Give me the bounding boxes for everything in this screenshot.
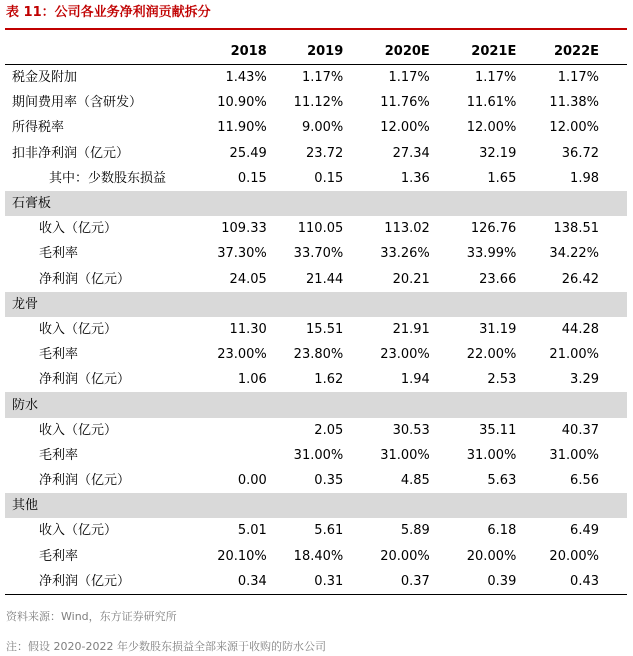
financial-table bbox=[5, 39, 627, 595]
row-label: 收入（亿元） bbox=[39, 321, 118, 337]
value-cell: 10.90% bbox=[217, 95, 267, 111]
value-cell: 12.00% bbox=[466, 120, 517, 136]
value-cell: 0.39 bbox=[446, 569, 533, 595]
section-empty-cell bbox=[206, 191, 282, 216]
row-label: 期间费用率（含研发） bbox=[12, 95, 143, 111]
value-cell: 6.18 bbox=[487, 523, 517, 539]
section-empty-cell bbox=[283, 191, 359, 216]
column-header: 2019 bbox=[283, 39, 359, 65]
value-cell: 1.06 bbox=[237, 372, 267, 388]
table-row bbox=[5, 115, 627, 140]
value-cell: 25.49 bbox=[229, 145, 267, 161]
value-cell: 18.40% bbox=[293, 548, 344, 564]
value-cell: 26.42 bbox=[561, 271, 599, 287]
row-label: 扣非净利润（亿元） bbox=[12, 145, 130, 161]
value-cell: 2.05 bbox=[314, 422, 344, 438]
value-cell: 4.85 bbox=[400, 473, 430, 489]
section-label: 石膏板 bbox=[5, 191, 206, 216]
table-row bbox=[5, 267, 627, 292]
table-row bbox=[5, 569, 627, 595]
row-label: 毛利率 bbox=[39, 347, 79, 363]
row-label: 净利润（亿元） bbox=[39, 372, 131, 388]
value-cell: 27.34 bbox=[392, 145, 430, 161]
section-empty-cell bbox=[532, 292, 627, 317]
value-cell: 109.33 bbox=[221, 221, 267, 237]
row-label: 税金及附加 bbox=[12, 70, 78, 86]
value-cell: 0.34 bbox=[206, 569, 282, 595]
section-empty-cell bbox=[532, 392, 627, 417]
value-cell: 20.00% bbox=[380, 548, 430, 564]
table-title: 表 11：公司各业务净利润贡献拆分 bbox=[6, 5, 211, 20]
value-cell: 37.30% bbox=[217, 246, 267, 262]
row-label: 收入（亿元） bbox=[39, 422, 118, 438]
table-row bbox=[5, 367, 627, 392]
value-cell: 12.00% bbox=[380, 120, 430, 136]
value-cell: 24.05 bbox=[229, 271, 267, 287]
section-empty-cell bbox=[283, 292, 359, 317]
table-row bbox=[5, 241, 627, 266]
value-cell: 31.19 bbox=[479, 321, 517, 337]
value-cell: 1.98 bbox=[570, 170, 599, 186]
section-empty-cell bbox=[206, 392, 282, 417]
value-cell: 0.00 bbox=[237, 473, 267, 489]
section-label: 防水 bbox=[5, 392, 206, 417]
section-label: 龙骨 bbox=[5, 292, 206, 317]
value-cell: 23.80% bbox=[293, 347, 344, 363]
table-header-row bbox=[5, 39, 627, 65]
value-cell bbox=[206, 443, 282, 468]
value-cell: 126.76 bbox=[470, 221, 517, 237]
table-row bbox=[5, 468, 627, 493]
table-row bbox=[5, 418, 627, 443]
value-cell: 21.91 bbox=[392, 321, 430, 337]
section-label: 其他 bbox=[5, 493, 206, 518]
value-cell: 5.01 bbox=[237, 523, 267, 539]
value-cell: 40.37 bbox=[561, 422, 599, 438]
row-label: 毛利率 bbox=[39, 246, 79, 262]
row-label: 毛利率 bbox=[39, 548, 79, 564]
value-cell: 11.76% bbox=[380, 95, 430, 111]
footnote: 注：假设 2020-2022 年少数股东损益全部来源于收购的防水公司 bbox=[6, 640, 326, 653]
row-label: 净利润（亿元） bbox=[39, 473, 131, 489]
value-cell: 23.66 bbox=[479, 271, 517, 287]
value-cell: 21.44 bbox=[306, 271, 344, 287]
table-row bbox=[5, 90, 627, 115]
row-label: 所得税率 bbox=[12, 120, 65, 136]
value-cell: 113.02 bbox=[384, 221, 430, 237]
value-cell: 35.11 bbox=[479, 422, 517, 438]
section-row bbox=[5, 191, 627, 216]
section-empty-cell bbox=[446, 292, 533, 317]
section-row bbox=[5, 392, 627, 417]
value-cell: 1.17% bbox=[388, 70, 430, 86]
value-cell: 30.53 bbox=[392, 422, 430, 438]
value-cell: 1.36 bbox=[400, 170, 430, 186]
value-cell: 11.12% bbox=[293, 95, 344, 111]
value-cell: 11.90% bbox=[217, 120, 267, 136]
value-cell: 6.49 bbox=[570, 523, 599, 539]
value-cell: 2.53 bbox=[487, 372, 517, 388]
value-cell: 110.05 bbox=[297, 221, 344, 237]
row-label: 净利润（亿元） bbox=[5, 569, 206, 595]
column-header: 2020E bbox=[359, 39, 446, 65]
column-header: 2022E bbox=[532, 39, 627, 65]
section-empty-cell bbox=[283, 392, 359, 417]
row-label: 毛利率 bbox=[39, 447, 79, 463]
value-cell: 1.62 bbox=[314, 372, 344, 388]
value-cell: 0.37 bbox=[359, 569, 446, 595]
value-cell: 1.94 bbox=[400, 372, 430, 388]
value-cell: 20.00% bbox=[466, 548, 517, 564]
value-cell: 5.89 bbox=[400, 523, 430, 539]
section-empty-cell bbox=[532, 191, 627, 216]
section-empty-cell bbox=[206, 292, 282, 317]
header-label-cell bbox=[5, 39, 206, 65]
value-cell: 32.19 bbox=[479, 145, 517, 161]
value-cell: 31.00% bbox=[293, 447, 344, 463]
table-row bbox=[5, 342, 627, 367]
table-row bbox=[5, 65, 627, 91]
table-row bbox=[5, 518, 627, 543]
value-cell: 22.00% bbox=[466, 347, 517, 363]
value-cell: 23.00% bbox=[380, 347, 430, 363]
section-row bbox=[5, 493, 627, 518]
section-empty-cell bbox=[359, 493, 446, 518]
value-cell: 20.10% bbox=[217, 548, 267, 564]
value-cell: 5.61 bbox=[314, 523, 344, 539]
value-cell: 33.26% bbox=[380, 246, 430, 262]
value-cell: 31.00% bbox=[380, 447, 430, 463]
table-row bbox=[5, 141, 627, 166]
table-row bbox=[5, 216, 627, 241]
table-body bbox=[5, 65, 627, 595]
value-cell: 1.17% bbox=[301, 70, 344, 86]
value-cell: 21.00% bbox=[549, 347, 599, 363]
value-cell: 31.00% bbox=[466, 447, 517, 463]
section-empty-cell bbox=[206, 493, 282, 518]
value-cell: 0.31 bbox=[283, 569, 359, 595]
row-label: 净利润（亿元） bbox=[39, 271, 131, 287]
value-cell: 0.35 bbox=[314, 473, 344, 489]
section-empty-cell bbox=[359, 292, 446, 317]
section-empty-cell bbox=[446, 191, 533, 216]
section-empty-cell bbox=[283, 493, 359, 518]
value-cell: 20.00% bbox=[549, 548, 599, 564]
value-cell: 5.63 bbox=[487, 473, 517, 489]
value-cell: 1.17% bbox=[557, 70, 599, 86]
value-cell bbox=[206, 418, 282, 443]
value-cell: 33.70% bbox=[293, 246, 344, 262]
column-header: 2018 bbox=[206, 39, 282, 65]
table-row bbox=[5, 166, 627, 191]
value-cell: 11.30 bbox=[229, 321, 267, 337]
section-empty-cell bbox=[446, 392, 533, 417]
value-cell: 36.72 bbox=[561, 145, 599, 161]
value-cell: 20.21 bbox=[392, 271, 430, 287]
value-cell: 33.99% bbox=[466, 246, 517, 262]
source-note: 资料来源：Wind，东方证券研究所 bbox=[6, 610, 177, 623]
section-row bbox=[5, 292, 627, 317]
value-cell: 1.17% bbox=[475, 70, 517, 86]
table-row bbox=[5, 317, 627, 342]
value-cell: 11.61% bbox=[466, 95, 517, 111]
value-cell: 44.28 bbox=[561, 321, 599, 337]
value-cell: 23.72 bbox=[306, 145, 344, 161]
value-cell: 138.51 bbox=[553, 221, 599, 237]
row-label: 其中：少数股东损益 bbox=[49, 170, 167, 186]
value-cell: 9.00% bbox=[301, 120, 344, 136]
value-cell: 0.15 bbox=[237, 170, 267, 186]
section-empty-cell bbox=[359, 191, 446, 216]
value-cell: 0.43 bbox=[532, 569, 627, 595]
column-header: 2021E bbox=[446, 39, 533, 65]
value-cell: 1.43% bbox=[225, 70, 267, 86]
section-empty-cell bbox=[532, 493, 627, 518]
value-cell: 15.51 bbox=[306, 321, 344, 337]
section-empty-cell bbox=[359, 392, 446, 417]
section-empty-cell bbox=[446, 493, 533, 518]
value-cell: 34.22% bbox=[549, 246, 599, 262]
row-label: 收入（亿元） bbox=[39, 523, 118, 539]
table-row bbox=[5, 544, 627, 569]
value-cell: 12.00% bbox=[549, 120, 599, 136]
value-cell: 6.56 bbox=[570, 473, 599, 489]
row-label: 收入（亿元） bbox=[39, 221, 118, 237]
value-cell: 3.29 bbox=[570, 372, 599, 388]
value-cell: 0.15 bbox=[314, 170, 344, 186]
value-cell: 11.38% bbox=[549, 95, 599, 111]
table-row bbox=[5, 443, 627, 468]
title-divider bbox=[5, 28, 627, 30]
value-cell: 1.65 bbox=[487, 170, 517, 186]
value-cell: 23.00% bbox=[217, 347, 267, 363]
value-cell: 31.00% bbox=[549, 447, 599, 463]
